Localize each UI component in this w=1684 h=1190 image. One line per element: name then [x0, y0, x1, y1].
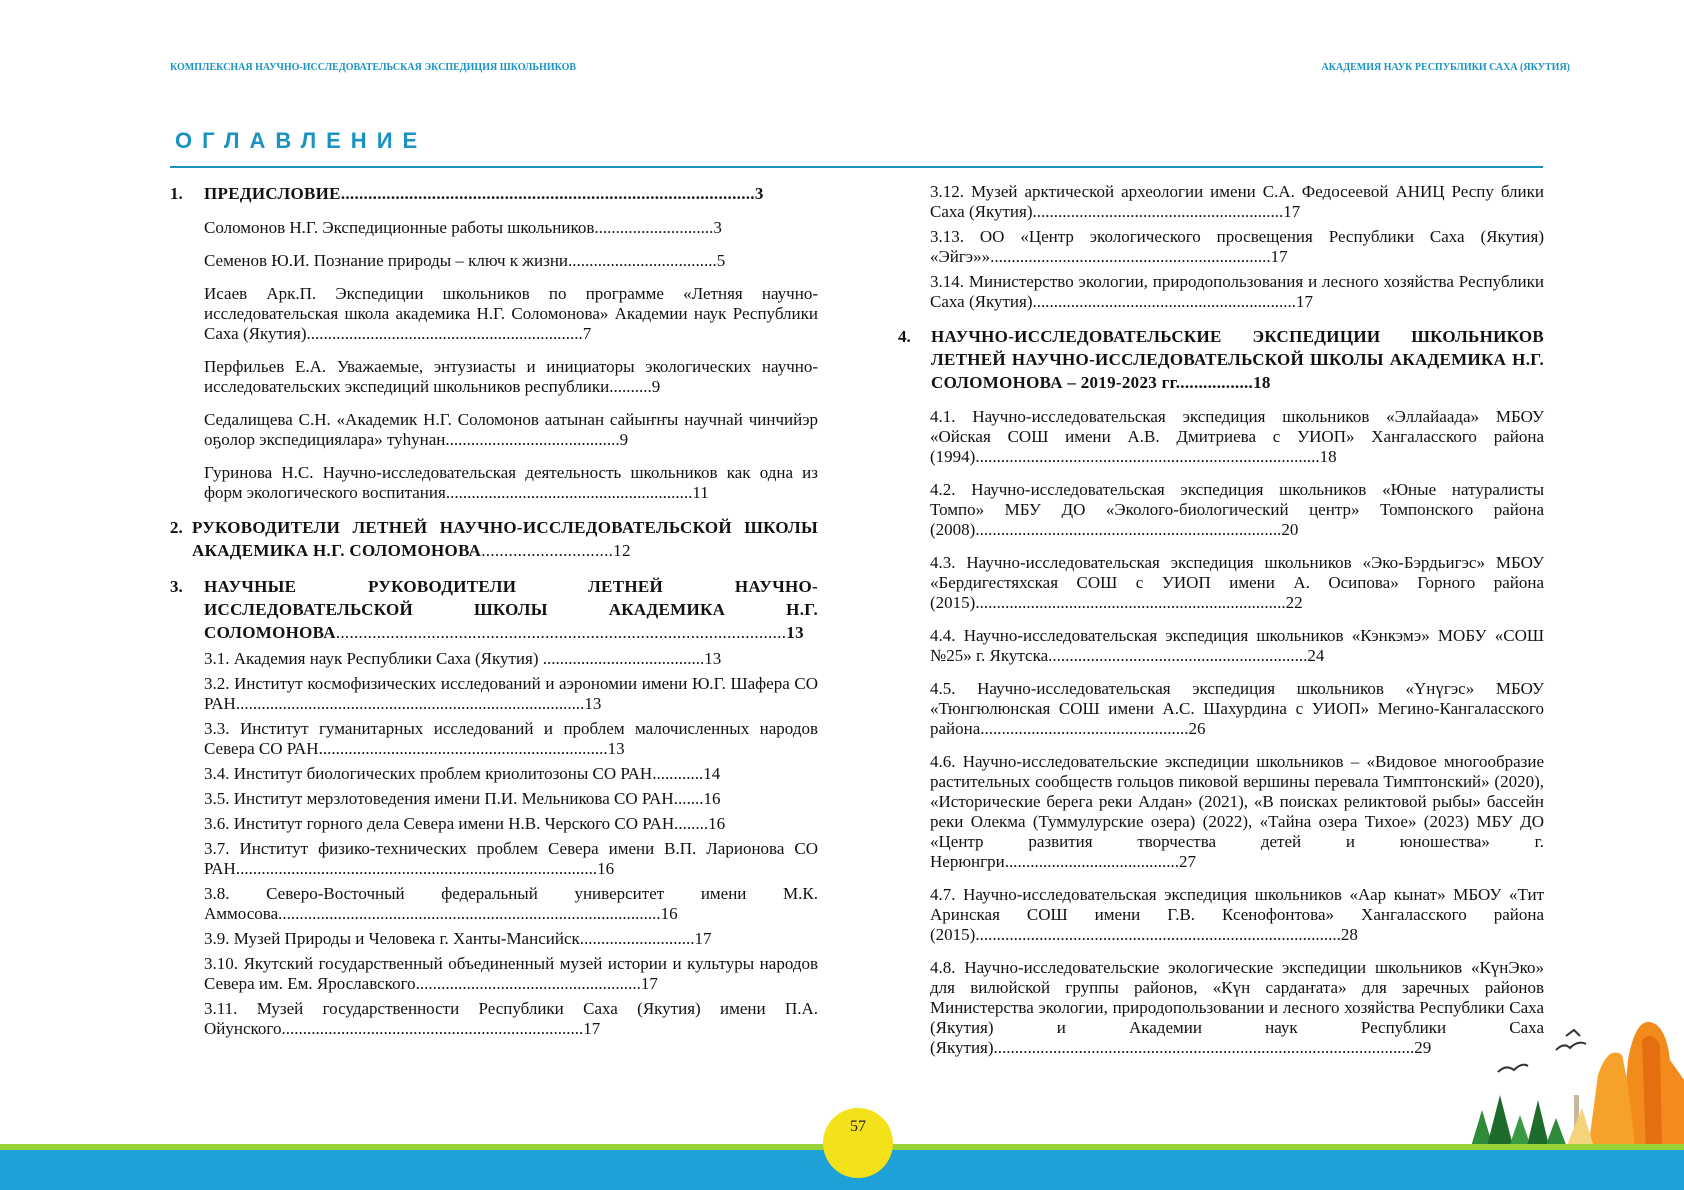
entry-title: Научно-исследовательская экспедиция школьников «Кэнкэмэ» МОБУ «СОШ №25» г. Якутска — [930, 626, 1545, 665]
running-header-left: КОМПЛЕКСНАЯ НАУЧНО-ИССЛЕДОВАТЕЛЬСКАЯ ЭКСПЕДИЦИЯ ШКОЛЬНИКОВ — [170, 62, 577, 73]
entry-number: 3.12. — [930, 182, 964, 201]
section-title: НАУЧНО-ИССЛЕДОВАТЕЛЬСКИЕ ЭКСПЕДИЦИИ ШКОЛЬНИКОВ ЛЕТНЕЙ НАУЧНО-ИССЛЕДОВАТЕЛЬСКОЙ ШКОЛЫ АКАДЕМИКА Н.Г. СОЛОМОНОВА – 2019-2023 гг. — [931, 327, 1544, 392]
entry-number: 3.4. — [204, 764, 230, 783]
trees-icon — [1470, 1095, 1595, 1150]
entry-number: 4.1. — [930, 407, 956, 426]
toc-entry[interactable]: 3.6. Институт горного дела Севера имени Н.В. Черского СО РАН........16 — [204, 814, 726, 833]
toc-entry[interactable]: 3.10. Якутский государственный объединенный музей истории и культуры народов Севера им. Ем. Ярославского.....................................................17 — [204, 954, 819, 993]
toc-entry[interactable]: 4.3. Научно-исследовательская экспедиция школьников «Эко-Бэрдьигэс» МБОУ «Бердигестяхская СОШ с УИОП имени А. Осипова» Горного района (2015).........................................................................22 — [930, 553, 1544, 612]
birds-icon — [1498, 1030, 1586, 1072]
section-title: НАУЧНЫЕ РУКОВОДИТЕЛИ ЛЕТНЕЙ НАУЧНО-ИССЛЕДОВАТЕЛЬСКОЙ ШКОЛЫ АКАДЕМИКА Н.Г. СОЛОМОНОВА — [204, 577, 818, 642]
entry-number: 4.4. — [930, 626, 956, 645]
entry-page: 5 — [716, 251, 726, 270]
entry-number: 3.11. — [204, 999, 238, 1018]
toc-entry[interactable]: 3.11. Музей государственности Республики Саха (Якутия) имени П.А. Ойунского.......................................................................17 — [204, 999, 818, 1038]
page-number: 57 — [850, 1118, 866, 1135]
toc-entry[interactable]: 4.7. Научно-исследовательская экспедиция школьников «Аар кынат» МБОУ «Тит Аринская СОШ имени Г.В. Ксенофонтова» Хангаласского района (2015)......................................................................................28 — [930, 885, 1545, 944]
entry-page: 17 — [694, 929, 712, 948]
entry-number: 3.3. — [204, 719, 230, 738]
section-page: 18 — [1253, 373, 1271, 392]
entry-page: 11 — [692, 483, 709, 502]
toc-entry[interactable]: Соломонов Н.Г. Экспедиционные работы школьников............................3 — [204, 218, 722, 237]
toc-entry[interactable]: 3.2. Институт космофизических исследований и аэрономии имени Ю.Г. Шафера СО РАН..................................................................................13 — [204, 674, 818, 713]
section-number: 3. — [170, 577, 183, 596]
toc-section-2[interactable]: 2. РУКОВОДИТЕЛИ ЛЕТНЕЙ НАУЧНО-ИССЛЕДОВАТЕЛЬСКОЙ ШКОЛЫ АКАДЕМИКА Н.Г. СОЛОМОНОВА.............................12 — [170, 518, 818, 560]
entry-title: Академия наук Республики Саха (Якутия) — [233, 649, 539, 668]
entry-title: Седалищева С.Н. «Академик Н.Г. Соломонов аатынан сайыҥҥы научнай чинчийэр оҕолор экспедициялара» туһунан — [204, 410, 818, 449]
entry-number: 3.10. — [204, 954, 238, 973]
entry-number: 3.13. — [930, 227, 964, 246]
entry-title: Научно-исследовательская экспедиция школьников «Эко-Бэрдьигэс» МБОУ «Бердигестяхская СОШ с УИОП имени А. Осипова» Горного района (2015) — [930, 553, 1544, 612]
section-number: 1. — [170, 184, 183, 203]
entry-page: 16 — [597, 859, 615, 878]
section-number: 4. — [898, 327, 911, 346]
entry-number: 4.2. — [930, 480, 956, 499]
entry-title: Институт физико-технических проблем Севера имени В.П. Ларионова СО РАН — [204, 839, 819, 878]
entry-number: 4.8. — [930, 958, 956, 977]
entry-title: Якутский государственный объединенный музей истории и культуры народов Севера им. Ем. Ярославского — [204, 954, 819, 993]
toc-entry[interactable]: 3.8. Северо-Восточный федеральный университет имени М.К. Аммосова..........................................................................................16 — [204, 884, 819, 923]
entry-title: Музей государственности Республики Саха (Якутия) имени П.А. Ойунского — [204, 999, 818, 1038]
entry-page: 22 — [1285, 593, 1303, 612]
entry-title: Научно-исследовательская экспедиция школьников «Юные натуралисты Томпо» МБУ ДО «Эколого-биологический центр» Томпонского района (2008) — [930, 480, 1544, 539]
toc-entry[interactable]: 3.3. Институт гуманитарных исследований и проблем малочисленных народов Севера СО РАН....................................................................13 — [204, 719, 818, 758]
toc-entry[interactable]: Исаев Арк.П. Экспедиции школьников по программе «Летняя научно-исследовательская школа академика Н.Г. Соломонова» Академии наук Республики Саха (Якутия).................................................................7 — [204, 284, 818, 343]
entry-title: Перфильев Е.А. Уважаемые, энтузиасты и инициаторы экологических научно-исследовательских экспедиций школьников республики — [204, 357, 818, 396]
section-title: РУКОВОДИТЕЛИ ЛЕТНЕЙ НАУЧНО-ИССЛЕДОВАТЕЛЬСКОЙ ШКОЛЫ АКАДЕМИКА Н.Г. СОЛОМОНОВА — [192, 518, 818, 560]
toc-entry[interactable]: 3.14. Министерство экологии, природопользования и лесного хозяйства Республики Саха (Якутия)..............................................................17 — [930, 272, 1545, 311]
entry-title: Научно-исследовательские экспедиции школьников – «Видовое многообразие растительных сообществ гольцов пиковой вершины перевала Тимптонский» (2020), «Исторические берега реки Алдан» (2021), «В поисках реликтовой рыбы» бассейн реки Олекма (Туммулурские озера) (2022), «Тайна озера Тихое» (2023) МБУ ДО «Центр развития творчества детей и юношества» г. Нерюнгри — [930, 752, 1544, 871]
entry-number: 3.14. — [930, 272, 964, 291]
toc-entry[interactable]: 3.4. Институт биологических проблем криолитозоны СО РАН............14 — [204, 764, 721, 783]
toc-left-column — [170, 182, 818, 1044]
entry-title: Институт горного дела Севера имени Н.В. Черского СО РАН — [233, 814, 675, 833]
entry-page: 14 — [703, 764, 721, 783]
entry-title: Научно-исследовательская экспедиция школьников «Эллайаада» МБОУ «Ойская СОШ имени А.В. Дмитриева с УИОП» Хангаласского района (1994) — [930, 407, 1544, 466]
section-page: 12 — [613, 541, 631, 560]
entry-number: 3.9. — [204, 929, 230, 948]
entry-number: 3.6. — [204, 814, 230, 833]
page-title: ОГЛАВЛЕНИЕ — [175, 128, 428, 153]
toc-entry[interactable]: 4.1. Научно-исследовательская экспедиция школьников «Эллайаада» МБОУ «Ойская СОШ имени А.В. Дмитриева с УИОП» Хангаласского района (1994).................................................................................18 — [930, 407, 1544, 466]
entry-number: 4.6. — [930, 752, 956, 771]
entry-title: Институт биологических проблем криолитозоны СО РАН — [233, 764, 653, 783]
entry-page: 7 — [582, 324, 592, 343]
toc-entry[interactable]: 3.13. ОО «Центр экологического просвещения Республики Саха (Якутия) «Эйгэ»»..................................................................17 — [930, 227, 1544, 266]
toc-right-column — [898, 182, 1544, 1071]
toc-entry[interactable]: 4.8. Научно-исследовательские экологические экспедиции школьников «КүнЭко» для вилюйской группы районов, «Күн сардаҥата» для заречных районов Министерства экологии, природопользовании и лесного хозяйства Республики Саха (Якутия) и Академии наук Республики Саха (Якутия)...................................................................................................29 — [930, 958, 1544, 1057]
landscape-illustration — [1470, 1000, 1684, 1150]
entry-title: Гуринова Н.С. Научно-исследовательская деятельность школьников как одна из форм экологического воспитания — [204, 463, 818, 502]
entry-page: 18 — [1319, 447, 1337, 466]
title-rule — [170, 166, 1543, 168]
toc-entry[interactable]: 4.4. Научно-исследовательская экспедиция школьников «Кэнкэмэ» МОБУ «СОШ №25» г. Якутска.............................................................24 — [930, 626, 1545, 665]
entry-title: Северо-Восточный федеральный университет имени М.К. Аммосова — [204, 884, 819, 923]
entry-page: 26 — [1188, 719, 1206, 738]
entry-number: 4.7. — [930, 885, 956, 904]
entry-title: Исаев Арк.П. Экспедиции школьников по программе «Летняя научно-исследовательская школа академика Н.Г. Соломонова» Академии наук Республики Саха (Якутия) — [204, 284, 818, 343]
entry-page: 13 — [607, 739, 625, 758]
toc-entry[interactable]: Перфильев Е.А. Уважаемые, энтузиасты и инициаторы экологических научно-исследовательских экспедиций школьников республики..........9 — [204, 357, 818, 396]
rock-formation-icon — [1588, 1022, 1684, 1150]
entry-page: 27 — [1178, 852, 1196, 871]
toc-entry[interactable]: Седалищева С.Н. «Академик Н.Г. Соломонов аатынан сайыҥҥы научнай чинчийэр оҕолор экспедициялара» туһунан.........................................9 — [204, 410, 818, 449]
entry-number: 3.1. — [204, 649, 230, 668]
entry-title: Министерство экологии, природопользования и лесного хозяйства Республики Саха (Якутия) — [930, 272, 1545, 311]
entry-title: Соломонов Н.Г. Экспедиционные работы школьников — [204, 218, 595, 237]
section-number: 2. — [170, 518, 183, 537]
toc-entry[interactable]: 4.5. Научно-исследовательская экспедиция школьников «Үнүгэс» МБОУ «Тюнгюлюнская СОШ имени А.С. Шахурдина с УИОП» Мегино-Кангаласского района.................................................26 — [930, 679, 1544, 738]
toc-entry[interactable]: Семенов Ю.И. Познание природы – ключ к жизни...................................5 — [204, 251, 726, 270]
entry-page: 16 — [660, 904, 678, 923]
toc-entry[interactable]: 4.2. Научно-исследовательская экспедиция школьников «Юные натуралисты Томпо» МБУ ДО «Эколого-биологический центр» Томпонского района (2008)........................................................................20 — [930, 480, 1544, 539]
entry-page: 13 — [704, 649, 722, 668]
entry-title: Научно-исследовательская экспедиция школьников «Аар кынат» МБОУ «Тит Аринская СОШ имени Г.В. Ксенофонтова» Хангаласского района (2015) — [930, 885, 1545, 944]
toc-section-4[interactable]: 4. НАУЧНО-ИССЛЕДОВАТЕЛЬСКИЕ ЭКСПЕДИЦИИ ШКОЛЬНИКОВ ЛЕТНЕЙ НАУЧНО-ИССЛЕДОВАТЕЛЬСКОЙ ШКОЛЫ АКАДЕМИКА Н.Г. СОЛОМОНОВА – 2019-2023 гг.................18 — [898, 327, 1544, 392]
entry-title: Институт гуманитарных исследований и проблем малочисленных народов Севера СО РАН — [204, 719, 818, 758]
toc-entry[interactable]: 3.9. Музей Природы и Человека г. Ханты-Мансийск...........................17 — [204, 929, 712, 948]
entry-page: 17 — [1270, 247, 1288, 266]
entry-page: 17 — [640, 974, 658, 993]
section-title: ПРЕДИСЛОВИЕ — [204, 184, 341, 203]
entry-title: Институт мерзлотоведения имени П.И. Мельникова СО РАН — [233, 789, 674, 808]
toc-entry[interactable]: 3.1. Академия наук Республики Саха (Якутия) ......................................13 — [204, 649, 722, 668]
entry-page: 9 — [651, 377, 661, 396]
entry-title: Научно-исследовательские экологические экспедиции школьников «КүнЭко» для вилюйской группы районов, «Күн сардаҥата» для заречных районов Министерства экологии, природопользовании и лесного хозяйства Республики Саха (Якутия) и Академии наук Республики Саха (Якутия) — [930, 958, 1544, 1057]
entry-number: 3.8. — [204, 884, 230, 903]
toc-entry[interactable]: 3.12. Музей арктической археологии имени С.А. Федосеевой АНИЦ Респу блики Саха (Якутия)...........................................................17 — [930, 182, 1544, 221]
entry-page: 16 — [703, 789, 721, 808]
entry-page: 24 — [1307, 646, 1325, 665]
entry-number: 3.7. — [204, 839, 230, 858]
entry-page: 9 — [619, 430, 629, 449]
toc-entry[interactable]: 4.6. Научно-исследовательские экспедиции школьников – «Видовое многообразие растительных сообществ гольцов пиковой вершины перевала Тимптонский» (2020), «Исторические берега реки Алдан» (2021), «В поисках реликтовой рыбы» бассейн реки Олекма (Туммулурские озера) (2022), «Тайна озера Тихое» (2023) МБУ ДО «Центр развития творчества детей и юношества» г. Нерюнгри.........................................27 — [930, 752, 1544, 871]
entry-number: 3.5. — [204, 789, 230, 808]
entry-number: 4.3. — [930, 553, 956, 572]
section-page: 3 — [754, 184, 764, 203]
toc-entry[interactable]: Гуринова Н.С. Научно-исследовательская деятельность школьников как одна из форм экологического воспитания..........................................................11 — [204, 463, 818, 502]
toc-entry[interactable]: 3.5. Институт мерзлотоведения имени П.И. Мельникова СО РАН.......16 — [204, 789, 721, 808]
entry-title: ОО «Центр экологического просвещения Республики Саха (Якутия) «Эйгэ»» — [930, 227, 1544, 266]
entry-page: 20 — [1281, 520, 1299, 539]
entry-page: 16 — [708, 814, 726, 833]
section-page: 13 — [786, 623, 804, 642]
entry-page: 17 — [1283, 202, 1301, 221]
entry-page: 17 — [583, 1019, 601, 1038]
entry-number: 4.5. — [930, 679, 956, 698]
toc-section-1[interactable]: 1. ПРЕДИСЛОВИЕ...........................................................................................3 — [170, 184, 764, 203]
entry-page: 17 — [1295, 292, 1313, 311]
entry-page: 13 — [584, 694, 602, 713]
entry-title: Музей арктической археологии имени С.А. Федосеевой АНИЦ Респу блики Саха (Якутия) — [930, 182, 1544, 221]
entry-title: Семенов Ю.И. Познание природы – ключ к жизни — [204, 251, 569, 270]
entry-title: Научно-исследовательская экспедиция школьников «Үнүгэс» МБОУ «Тюнгюлюнская СОШ имени А.С. Шахурдина с УИОП» Мегино-Кангаласского района — [930, 679, 1544, 738]
entry-title: Институт космофизических исследований и аэрономии имени Ю.Г. Шафера СО РАН — [204, 674, 818, 713]
running-header-right: АКАДЕМИЯ НАУК РЕСПУБЛИКИ САХА (ЯКУТИЯ) — [1321, 62, 1570, 73]
toc-entry[interactable]: 3.7. Институт физико-технических проблем Севера имени В.П. Ларионова СО РАН.....................................................................................16 — [204, 839, 819, 878]
entry-page: 28 — [1340, 925, 1358, 944]
toc-section-3[interactable]: 3. НАУЧНЫЕ РУКОВОДИТЕЛИ ЛЕТНЕЙ НАУЧНО-ИССЛЕДОВАТЕЛЬСКОЙ ШКОЛЫ АКАДЕМИКА Н.Г. СОЛОМОНОВА...................................................................................................13 — [170, 577, 818, 642]
entry-page: 29 — [1414, 1038, 1432, 1057]
entry-number: 3.2. — [204, 674, 230, 693]
entry-page: 3 — [713, 218, 722, 237]
entry-title: Музей Природы и Человека г. Ханты-Мансийск — [233, 929, 580, 948]
